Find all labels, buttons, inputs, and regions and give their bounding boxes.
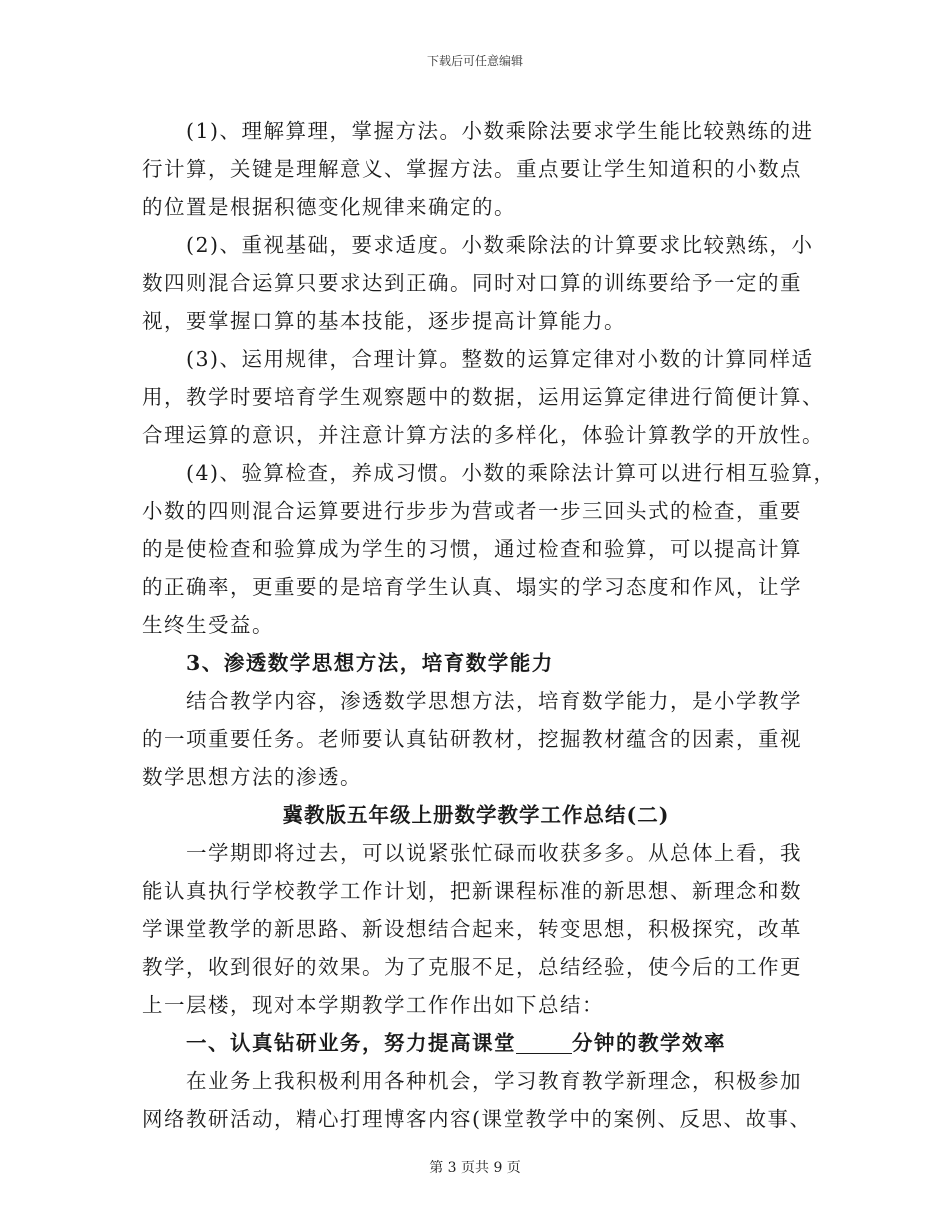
- section-heading: [142, 1024, 810, 1062]
- fill-in-blank: [516, 1031, 572, 1054]
- page-header: 下载后可任意编辑: [426, 54, 523, 68]
- paragraph-line: 用，教学时要培育学生观察题中的数据，运用运算定律进行简便计算、: [142, 385, 824, 409]
- paragraph-line: 网络教研活动，精心打理博客内容(课堂教学中的案例、反思、故事、: [142, 1107, 812, 1131]
- paragraph-line: 行计算，关键是理解意义、掌握方法。重点要让学生知道积的小数点: [142, 157, 802, 181]
- paragraph-line: 一学期即将过去，可以说紧张忙碌而收获多多。从总体上看，我: [186, 841, 802, 865]
- paragraph-line: 的是使检查和验算成为学生的习惯，通过检查和验算，可以提高计算: [142, 537, 802, 561]
- paragraph-line: (2)、重视基础，要求适度。小数乘除法的计算要求比较熟练，小: [186, 233, 814, 257]
- section-heading: 3、渗透数学思想方法，培育数学能力: [186, 651, 554, 675]
- document-title: 冀教版五年级上册数学教学工作总结(二): [282, 803, 670, 827]
- heading-part: 一、认真钻研业务，努力提高课堂: [186, 1031, 516, 1055]
- paragraph-line: 数学思想方法的渗透。: [142, 765, 362, 789]
- paragraph-line: 的位置是根据积德变化规律来确定的。: [142, 195, 516, 219]
- paragraph-line: 能认真执行学校教学工作计划，把新课程标准的新思想、新理念和数: [142, 879, 802, 903]
- paragraph-line: 小数的四则混合运算要进行步步为营或者一步三回头式的检查，重要: [142, 499, 802, 523]
- paragraph-line: (1)、理解算理，掌握方法。小数乘除法要求学生能比较熟练的进: [186, 119, 814, 143]
- paragraph-line: 合理运算的意识，并注意计算方法的多样化，体验计算教学的开放性。: [142, 423, 824, 447]
- paragraph-line: 的正确率，更重要的是培育学生认真、塌实的学习态度和作风，让学: [142, 575, 802, 599]
- paragraph-line: 结合教学内容，渗透数学思想方法，培育数学能力，是小学教学: [186, 689, 802, 713]
- document-body: [142, 112, 836, 1138]
- paragraph-line: 视，要掌握口算的基本技能，逐步提高计算能力。: [142, 309, 626, 333]
- paragraph-line: 学课堂教学的新思路、新设想结合起来，转变思想，积极探究，改革: [142, 917, 802, 941]
- paragraph-line: 的一项重要任务。老师要认真钻研教材，挖掘教材蕴含的因素，重视: [142, 727, 802, 751]
- paragraph-line: 数四则混合运算只要求达到正确。同时对口算的训练要给予一定的重: [142, 271, 802, 295]
- paragraph-line: (4)、验算检查，养成习惯。小数的乘除法计算可以进行相互验算，: [186, 461, 836, 485]
- page-footer: 第 3 页共 9 页: [429, 1160, 521, 1176]
- paragraph-line: 在业务上我积极利用各种机会，学习教育教学新理念，积极参加: [186, 1069, 802, 1093]
- heading-part: 分钟的教学效率: [572, 1031, 726, 1055]
- paragraph-line: 教学，收到很好的效果。为了克服不足，总结经验，使今后的工作更: [142, 955, 802, 979]
- paragraph-line: 上一层楼，现对本学期教学工作作出如下总结：: [142, 993, 604, 1017]
- paragraph-line: 生终生受益。: [142, 613, 274, 637]
- paragraph-line: (3)、运用规律，合理计算。整数的运算定律对小数的计算同样适: [186, 347, 814, 371]
